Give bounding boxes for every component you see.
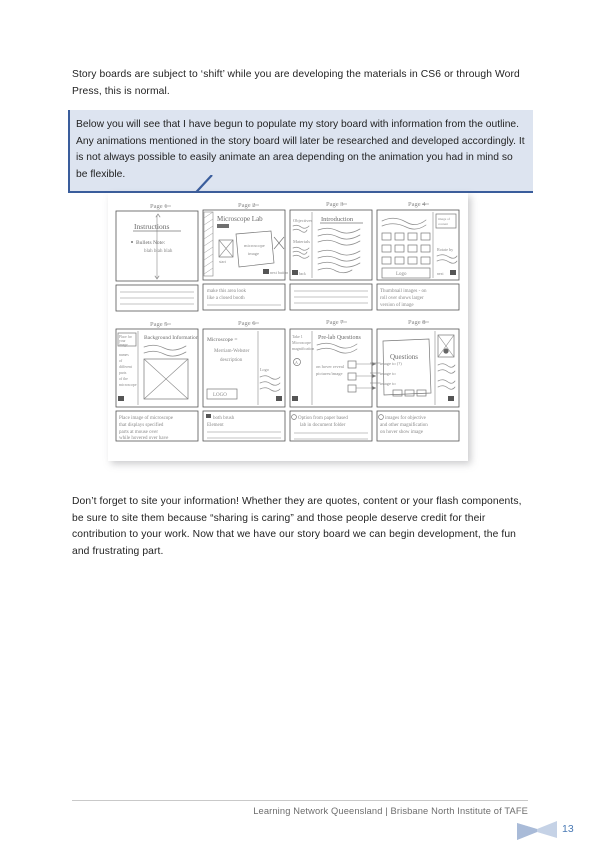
svg-text:Page 6: Page 6 <box>238 320 256 327</box>
svg-text:roll over shows larger: roll over shows larger <box>380 296 424 301</box>
svg-text:pictures/image: pictures/image <box>316 371 343 376</box>
svg-text:of: of <box>119 359 123 363</box>
svg-text:of the: of the <box>119 377 128 381</box>
svg-text:lab in document folder: lab in document folder <box>300 423 346 428</box>
svg-text:Thumbnail images - on: Thumbnail images - on <box>380 289 427 294</box>
svg-text:Microscope Lab: Microscope Lab <box>217 215 263 223</box>
intro-paragraph: Story boards are subject to ‘shift’ while you are developing the materials in CS6 or through Word Press, this is normal. <box>72 69 520 97</box>
svg-text:both brush: both brush <box>213 416 235 421</box>
svg-text:Materials: Materials <box>293 239 310 244</box>
svg-text:description: description <box>220 358 243 363</box>
svg-text:Logo: Logo <box>260 367 269 372</box>
svg-text:while hovered over have: while hovered over have <box>119 436 169 441</box>
svg-text:on hover show image: on hover show image <box>380 430 423 435</box>
svg-text:Option from paper based: Option from paper based <box>298 416 348 421</box>
svg-text:that displays specified: that displays specified <box>119 423 164 428</box>
svg-text:Instructions: Instructions <box>134 222 170 231</box>
storyboard-photo <box>108 193 468 461</box>
svg-text:parts: parts <box>119 371 127 375</box>
svg-text:Place image of microscope: Place image of microscope <box>119 416 174 421</box>
svg-text:image: image <box>119 343 128 347</box>
svg-text:content: content <box>438 222 448 226</box>
svg-text:different: different <box>119 365 133 369</box>
svg-text:your: your <box>119 339 126 343</box>
svg-text:and other magnification: and other magnification <box>380 423 428 428</box>
svg-text:make this area look: make this area look <box>207 289 247 294</box>
svg-text:magnification: magnification <box>292 346 315 351</box>
footer-text: Learning Network Queensland | Brisbane North Institute of TAFE <box>253 806 528 816</box>
svg-text:Objectives: Objectives <box>293 218 313 223</box>
svg-text:image: image <box>248 251 259 256</box>
svg-text:Introduction: Introduction <box>321 216 354 223</box>
svg-text:Page 3: Page 3 <box>326 201 344 208</box>
svg-text:Page 5: Page 5 <box>150 321 168 328</box>
svg-text:version of image: version of image <box>380 303 414 308</box>
svg-text:Bullets Note:: Bullets Note: <box>136 240 166 246</box>
svg-text:start: start <box>219 259 226 264</box>
svg-text:blah blah blah: blah blah blah <box>144 249 173 254</box>
svg-text:Page 4: Page 4 <box>408 201 426 208</box>
svg-text:image to: image to <box>380 381 396 386</box>
svg-text:Merriam-Webster: Merriam-Webster <box>214 349 250 354</box>
svg-text:Place for: Place for <box>119 335 132 339</box>
page-number: 13 <box>562 823 574 835</box>
svg-text:names: names <box>119 353 129 357</box>
svg-text:on hover reveal: on hover reveal <box>316 364 344 369</box>
svg-text:Element: Element <box>207 423 224 428</box>
svg-text:Rotate by: Rotate by <box>437 247 454 252</box>
svg-text:Take 1: Take 1 <box>292 334 303 339</box>
svg-text:Page 7: Page 7 <box>326 319 344 326</box>
svg-text:image to: image to <box>380 371 396 376</box>
svg-text:Microscope =: Microscope = <box>207 337 238 343</box>
svg-text:image of: image of <box>438 217 450 221</box>
svg-text:image to (?): image to (?) <box>380 361 402 366</box>
footer-divider <box>72 800 528 801</box>
page-ribbon-icon <box>517 820 559 842</box>
svg-text:next: next <box>437 272 444 276</box>
svg-text:Page 8: Page 8 <box>408 319 426 326</box>
svg-text:microscope: microscope <box>119 383 137 387</box>
closing-paragraph: Don’t forget to site your information! Whether they are quotes, content or your flash components, be sure to site them because “sharing is caring” and those people deserve credit for their contribution to your work. Now that we have our story board we can begin development, the fun and frustrating part. <box>72 496 522 557</box>
svg-text:Background Information: Background Information <box>144 335 199 341</box>
svg-text:LOGO: LOGO <box>213 393 227 398</box>
svg-text:Pre-lab Questions: Pre-lab Questions <box>318 335 361 341</box>
svg-text:Microscope: Microscope <box>292 340 311 345</box>
svg-text:Logo: Logo <box>396 272 407 277</box>
svg-text:images for objective: images for objective <box>385 416 426 421</box>
svg-text:A: A <box>295 360 298 365</box>
svg-text:Page 2: Page 2 <box>238 202 256 209</box>
svg-text:next button: next button <box>270 270 289 275</box>
callout-text: Below you will see that I have begun to populate my story board with information from the outline. Any animations mentioned in the story board will later be researched and developed accordingly. It is not always possible to easily animate an area depending on the animation you had in mind so be flexible. <box>76 119 525 180</box>
svg-text:parts at mouse over: parts at mouse over <box>119 430 159 435</box>
svg-text:Questions: Questions <box>390 353 418 361</box>
svg-text:microscope: microscope <box>244 243 265 248</box>
svg-text:Page 1: Page 1 <box>150 203 168 210</box>
svg-text:like a closed booth: like a closed booth <box>207 296 245 301</box>
svg-text:back: back <box>299 272 306 276</box>
callout-box <box>68 110 533 193</box>
